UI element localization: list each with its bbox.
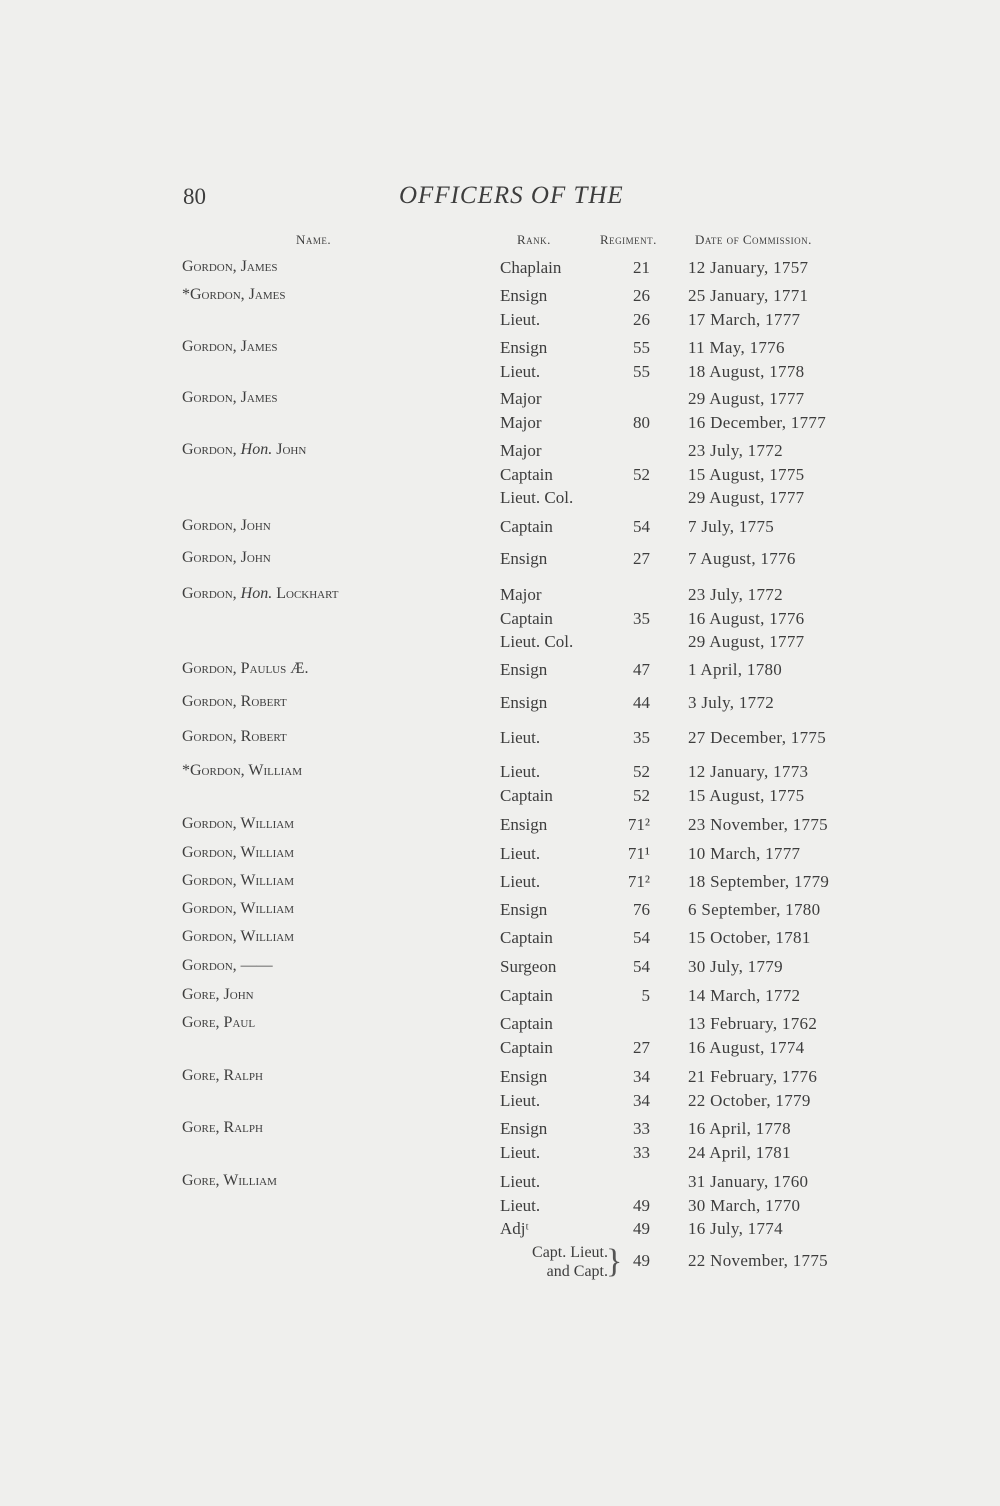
rank: Ensign <box>500 1119 548 1138</box>
commission-line <box>0 609 1000 633</box>
rank: Chaplain <box>500 258 562 277</box>
officer-entry <box>0 693 1000 717</box>
officer-entry <box>0 1119 1000 1166</box>
regiment: 49 <box>633 1195 650 1215</box>
officer-entry <box>0 900 1000 924</box>
commission-date: 17 March, 1777 <box>688 309 801 329</box>
commission-date: 16 August, 1774 <box>688 1037 805 1057</box>
officer-name: Gordon, Paulus Æ. <box>182 660 309 677</box>
officer-entry <box>0 286 1000 333</box>
regiment: 49 <box>633 1250 650 1270</box>
regiment: 52 <box>633 464 650 484</box>
officer-name: Gordon, William <box>182 815 294 832</box>
commission-line <box>0 1172 1000 1196</box>
rank: Capt. Lieut. and Capt. <box>532 1243 608 1280</box>
commission-line <box>0 900 1000 924</box>
rank: Adjᵗ <box>500 1219 529 1238</box>
commission-line <box>0 986 1000 1010</box>
officer-entry <box>0 389 1000 436</box>
commission-date: 23 July, 1772 <box>688 441 783 460</box>
commission-line <box>0 465 1000 489</box>
officer-entry <box>0 815 1000 839</box>
regiment: 54 <box>633 928 650 947</box>
officer-entry <box>0 928 1000 952</box>
regiment: 71² <box>627 815 650 834</box>
officer-name: Gore, Ralph <box>182 1067 263 1084</box>
commission-line <box>0 815 1000 839</box>
commission-line <box>0 362 1000 386</box>
commission-date: 16 August, 1776 <box>688 608 805 628</box>
regiment: 80 <box>633 412 650 432</box>
commission-line <box>0 928 1000 952</box>
officer-entry <box>0 258 1000 282</box>
commission-line <box>0 1091 1000 1115</box>
rank: Lieut. <box>500 309 541 329</box>
commission-line <box>0 413 1000 437</box>
regiment: 76 <box>633 900 650 919</box>
officer-entry <box>0 1172 1000 1285</box>
commission-date: 3 July, 1772 <box>688 693 775 712</box>
regiment: 52 <box>633 762 650 781</box>
rank: Lieut. <box>500 1172 541 1191</box>
commission-date: 21 February, 1776 <box>688 1067 818 1086</box>
rank: Lieut. Col. <box>500 632 574 651</box>
commission-line <box>0 1067 1000 1091</box>
commission-date: 16 April, 1778 <box>688 1119 791 1138</box>
commission-date: 15 August, 1775 <box>688 785 805 805</box>
commission-line <box>0 258 1000 282</box>
rank: Major <box>500 389 542 408</box>
regiment: 27 <box>633 549 650 568</box>
officer-name: Gore, Ralph <box>182 1119 263 1136</box>
rank: Captain <box>500 464 553 484</box>
officer-entry <box>0 585 1000 656</box>
officer-name: Gore, John <box>182 986 254 1003</box>
officer-entry <box>0 1014 1000 1061</box>
officer-name: Gordon, Robert <box>182 693 287 710</box>
rank: Lieut. <box>500 728 541 747</box>
officer-name: Gordon, Hon. Lockhart <box>182 585 339 602</box>
commission-date: 12 January, 1757 <box>688 258 809 277</box>
commission-date: 31 January, 1760 <box>688 1172 809 1191</box>
commission-date: 6 September, 1780 <box>688 900 821 919</box>
commission-date: 23 November, 1775 <box>688 815 828 834</box>
officer-name: Gordon, William <box>182 844 294 861</box>
commission-line <box>0 517 1000 541</box>
officer-entry <box>0 872 1000 896</box>
officer-name: Gordon, William <box>182 872 294 889</box>
officer-entry <box>0 844 1000 868</box>
commission-line <box>0 632 1000 656</box>
regiment: 34 <box>633 1067 650 1086</box>
rank: Ensign <box>500 693 548 712</box>
officer-name: Gordon, John <box>182 517 271 534</box>
commission-line <box>0 1219 1000 1243</box>
rank: Lieut. <box>500 762 541 781</box>
regiment: 35 <box>633 608 650 628</box>
commission-line <box>0 1014 1000 1038</box>
rank: Ensign <box>500 660 548 679</box>
regiment: 55 <box>633 338 650 357</box>
officer-name: Gordon, James <box>182 258 278 275</box>
rank: Lieut. <box>500 844 541 863</box>
rank: Captain <box>500 608 553 628</box>
officer-entry <box>0 1067 1000 1114</box>
commission-line <box>0 549 1000 573</box>
commission-date: 14 March, 1772 <box>688 986 801 1005</box>
commission-date: 10 March, 1777 <box>688 844 801 863</box>
officer-name: Gordon, Hon. John <box>182 441 307 458</box>
commission-line <box>0 786 1000 810</box>
commission-date: 7 July, 1775 <box>688 517 775 536</box>
commission-line <box>0 660 1000 684</box>
commission-date: 15 August, 1775 <box>688 464 805 484</box>
officer-entry <box>0 957 1000 981</box>
commission-date: 1 April, 1780 <box>688 660 783 679</box>
rank: Ensign <box>500 1067 548 1086</box>
commission-date: 30 March, 1770 <box>688 1195 801 1215</box>
rank: Surgeon <box>500 957 557 976</box>
rank: Lieut. Col. <box>500 488 574 507</box>
commission-line <box>0 728 1000 752</box>
commission-date: 15 October, 1781 <box>688 928 811 947</box>
rank: Captain <box>500 986 553 1005</box>
commission-line <box>0 389 1000 413</box>
commission-line <box>0 872 1000 896</box>
rank: Ensign <box>500 549 548 568</box>
column-header-name: Name. <box>296 232 332 247</box>
officer-entry <box>0 762 1000 809</box>
officer-entry <box>0 986 1000 1010</box>
commission-line <box>0 1143 1000 1167</box>
rank: Lieut. <box>500 1195 541 1215</box>
officer-entry <box>0 517 1000 541</box>
commission-line <box>0 441 1000 465</box>
commission-line <box>0 488 1000 512</box>
regiment: 54 <box>633 517 650 536</box>
commission-date: 29 August, 1777 <box>688 389 805 408</box>
officer-name: Gore, Paul <box>182 1014 256 1031</box>
officer-name: Gordon, John <box>182 549 271 566</box>
officer-entry <box>0 338 1000 385</box>
commission-date: 18 August, 1778 <box>688 361 805 381</box>
commission-line <box>0 693 1000 717</box>
regiment: 71² <box>627 872 650 891</box>
rank: Captain <box>500 517 553 536</box>
regiment: 71¹ <box>627 844 650 863</box>
commission-date: 16 December, 1777 <box>688 412 827 432</box>
rank: Captain <box>500 1014 553 1033</box>
commission-line <box>0 1119 1000 1143</box>
commission-line <box>0 1196 1000 1220</box>
rank: Major <box>500 441 542 460</box>
column-header-rank: Rank. <box>517 232 551 247</box>
regiment: 54 <box>633 957 650 976</box>
commission-date: 24 April, 1781 <box>688 1142 791 1162</box>
commission-line <box>0 310 1000 334</box>
commission-date: 29 August, 1777 <box>688 488 805 507</box>
regiment: 5 <box>641 986 650 1005</box>
officer-name: *Gordon, James <box>182 286 286 303</box>
rank: Major <box>500 585 542 604</box>
officer-name: *Gordon, William <box>182 762 302 779</box>
commission-line <box>0 957 1000 981</box>
commission-date: 11 May, 1776 <box>688 338 785 357</box>
rank: Captain <box>500 1037 553 1057</box>
officer-name: Gordon, William <box>182 900 294 917</box>
regiment: 26 <box>633 286 650 305</box>
commission-line <box>0 1038 1000 1062</box>
commission-date: 22 October, 1779 <box>688 1090 811 1110</box>
regiment: 44 <box>633 693 650 712</box>
regiment: 21 <box>633 258 650 277</box>
commission-line <box>0 762 1000 786</box>
officer-name: Gordon, James <box>182 338 278 355</box>
officer-name: Gordon, William <box>182 928 294 945</box>
page-number: 80 <box>183 184 206 209</box>
officer-name: Gore, William <box>182 1172 277 1189</box>
commission-date: 16 July, 1774 <box>688 1219 783 1238</box>
officer-entry <box>0 549 1000 573</box>
officer-entry <box>0 728 1000 752</box>
regiment: 49 <box>633 1219 650 1238</box>
column-header-date: Date of Commission. <box>695 232 812 247</box>
regiment: 34 <box>633 1090 650 1110</box>
commission-line <box>0 286 1000 310</box>
commission-date: 25 January, 1771 <box>688 286 809 305</box>
commission-line <box>0 1243 1000 1285</box>
officer-name: Gordon, James <box>182 389 278 406</box>
rank: Ensign <box>500 900 548 919</box>
commission-date: 23 July, 1772 <box>688 585 783 604</box>
column-header-regiment: Regiment. <box>600 232 657 247</box>
rank: Lieut. <box>500 361 541 381</box>
officer-entry <box>0 660 1000 684</box>
officer-name: Gordon, —— <box>182 957 273 974</box>
commission-line <box>0 844 1000 868</box>
rank: Lieut. <box>500 1090 541 1110</box>
officer-entry <box>0 441 1000 512</box>
commission-date: 30 July, 1779 <box>688 957 783 976</box>
commission-date: 12 January, 1773 <box>688 762 809 781</box>
regiment: 35 <box>633 728 650 747</box>
commission-line <box>0 585 1000 609</box>
regiment: 55 <box>633 361 650 381</box>
rank: Lieut. <box>500 1142 541 1162</box>
rank: Major <box>500 412 542 432</box>
brace-glyph: } <box>606 1242 623 1280</box>
regiment: 33 <box>633 1119 650 1138</box>
rank: Ensign <box>500 338 548 357</box>
commission-line <box>0 338 1000 362</box>
rank: Ensign <box>500 286 548 305</box>
running-head: OFFICERS OF THE <box>399 182 624 209</box>
commission-date: 7 August, 1776 <box>688 549 796 568</box>
rank: Lieut. <box>500 872 541 891</box>
regiment: 52 <box>633 785 650 805</box>
regiment: 47 <box>633 660 650 679</box>
commission-date: 13 February, 1762 <box>688 1014 818 1033</box>
regiment: 33 <box>633 1142 650 1162</box>
rank: Captain <box>500 785 553 805</box>
regiment: 26 <box>633 309 650 329</box>
commission-date: 18 September, 1779 <box>688 872 830 891</box>
commission-date: 22 November, 1775 <box>688 1250 828 1270</box>
officer-name: Gordon, Robert <box>182 728 287 745</box>
commission-date: 27 December, 1775 <box>688 728 827 747</box>
rank: Captain <box>500 928 553 947</box>
commission-date: 29 August, 1777 <box>688 632 805 651</box>
rank: Ensign <box>500 815 548 834</box>
regiment: 27 <box>633 1037 650 1057</box>
